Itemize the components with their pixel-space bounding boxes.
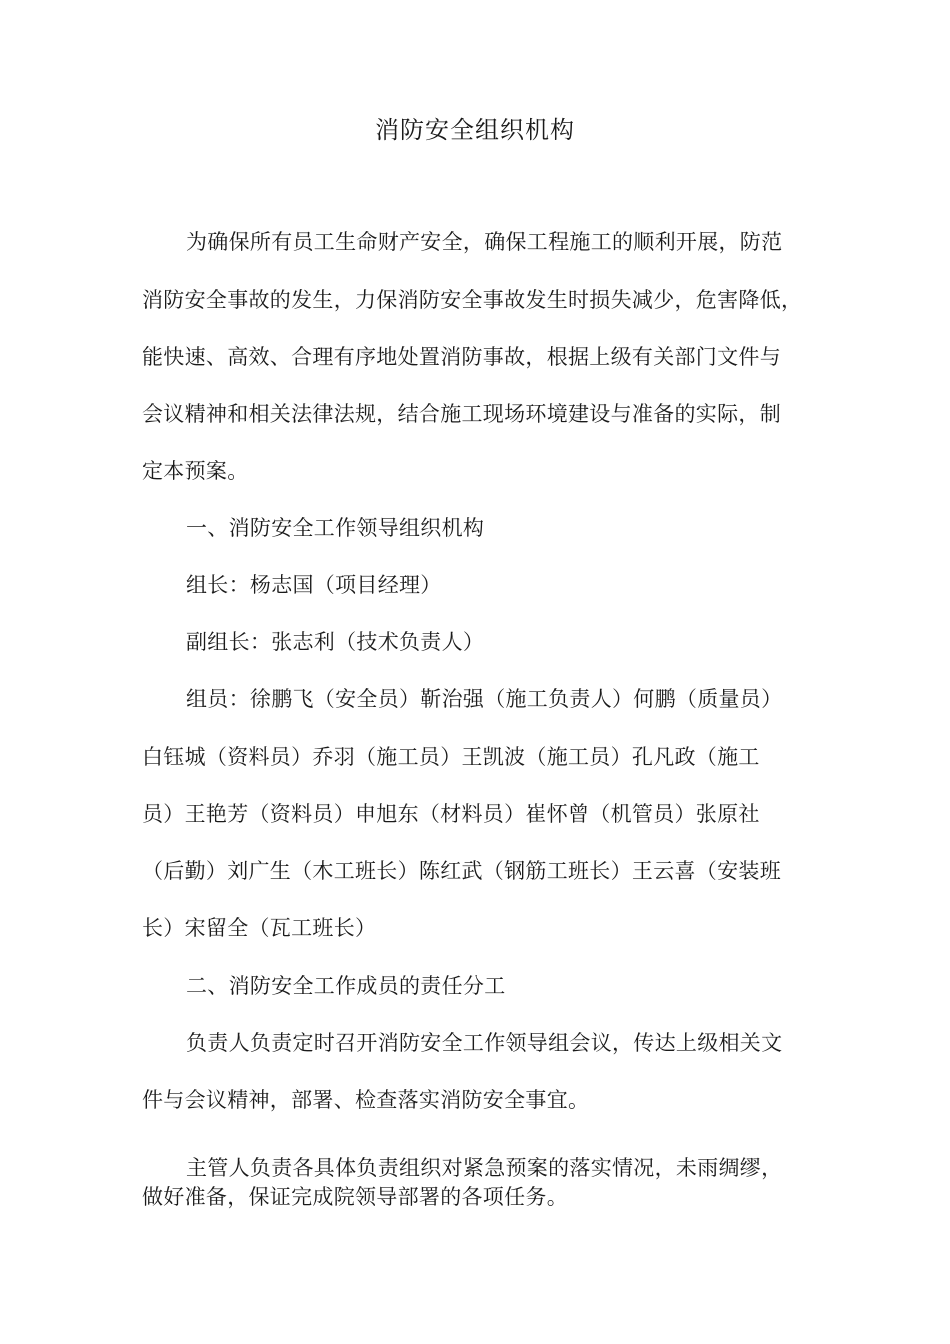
document-title: 消防安全组织机构 [375, 116, 575, 144]
section2-heading: 二、消防安全工作成员的责任分工 [186, 974, 506, 998]
leader-line: 组长：杨志国（项目经理） [186, 573, 442, 597]
duty-para1-line-1: 负责人负责定时召开消防安全工作领导组会议，传达上级相关文 [186, 1031, 783, 1055]
section1-heading: 一、消防安全工作领导组织机构 [186, 516, 485, 540]
duty-para1-line-2: 件与会议精神，部署、检查落实消防安全事宜。 [142, 1088, 590, 1112]
intro-line-3: 能快速、高效、合理有序地处置消防事故，根据上级有关部门文件与 [142, 345, 781, 369]
duty-para2-line-1: 主管人负责各具体负责组织对紧急预案的落实情况，未雨绸缪， [186, 1156, 783, 1180]
members-line-2: 白钰城（资料员）乔羽（施工员）王凯波（施工员）孔凡政（施工 [142, 745, 760, 769]
intro-line-2: 消防安全事故的发生，力保消防安全事故发生时损失减少，危害降低， [142, 288, 803, 312]
members-line-4: （后勤）刘广生（木工班长）陈红武（钢筋工班长）王云喜（安装班 [142, 859, 781, 883]
duty-para2-line-2: 做好准备，保证完成院领导部署的各项任务。 [142, 1185, 568, 1209]
intro-line-5: 定本预案。 [142, 459, 249, 483]
deputy-line: 副组长：张志利（技术负责人） [186, 630, 485, 654]
members-line-5: 长）宋留全（瓦工班长） [142, 916, 377, 940]
intro-line-4: 会议精神和相关法律法规，结合施工现场环境建设与准备的实际，制 [142, 402, 781, 426]
intro-line-1: 为确保所有员工生命财产安全，确保工程施工的顺利开展，防范 [186, 230, 783, 254]
members-line-1: 组员：徐鹏飞（安全员）靳治强（施工负责人）何鹏（质量员） [186, 687, 783, 711]
members-line-3: 员）王艳芳（资料员）申旭东（材料员）崔怀曾（机管员）张原社 [142, 802, 760, 826]
